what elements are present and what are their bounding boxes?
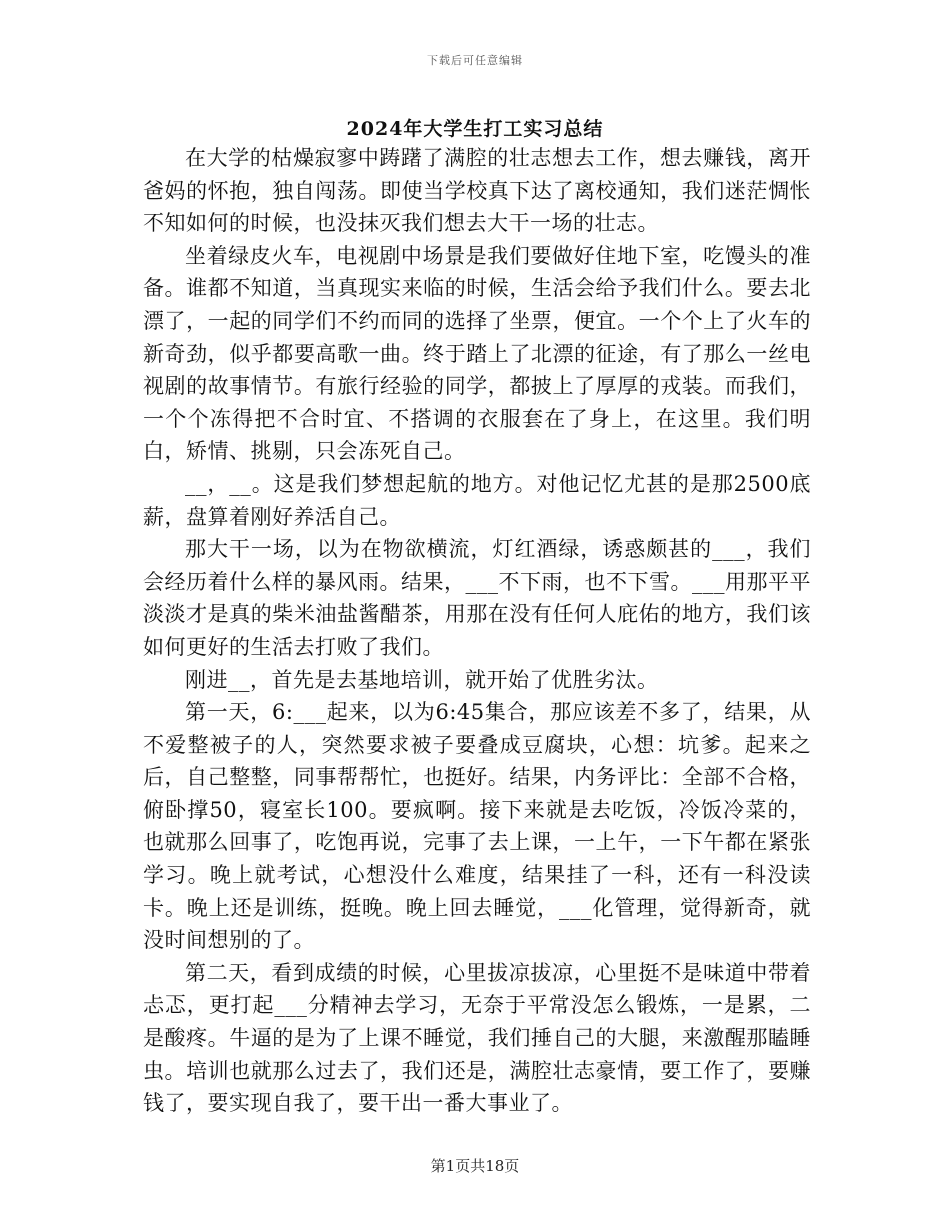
paragraph: __，__。这是我们梦想起航的地方。对他记忆尤甚的是那2500底薪，盘算着刚好养活自己。	[143, 471, 811, 529]
paragraph: 第二天，看到成绩的时候，心里拔凉拔凉，心里挺不是味道中带着忐忑，更打起___分精神去学习，无奈于平常没怎么锻炼，一是累，二是酸疼。牛逼的是为了上课不睡觉，我们捶自己的大腿，来激醒那瞌睡虫。培训也就那么过去了，我们还是，满腔壮志豪情，要工作了，要赚钱了，要实现自我了，要干出一番大事业了。	[143, 960, 811, 1116]
paragraph: 刚进__，首先是去基地培训，就开始了优胜劣汰。	[185, 667, 659, 692]
paragraph: 那大干一场，以为在物欲横流，灯红酒绿，诱惑颇甚的___，我们会经历着什么样的暴风雨。结果，___不下雨，也不下雪。___用那平平淡淡才是真的柴米油盐酱醋茶，用那在没有任何人庇佑的地方，我们该如何更好的生活去打败了我们。	[143, 537, 811, 659]
paragraph: 第一天，6:___起来，以为6:45集合，那应该差不多了，结果，从不爱整被子的人，突然要求被子要叠成豆腐块，心想：坑爹。起来之后，自己整整，同事帮帮忙，也挺好。结果，内务评比：全部不合格，俯卧撑50，寝室长100。要疯啊。接下来就是去吃饭，冷饭冷菜的，也就那么回事了，吃饱再说，完事了去上课，一上午，一下午都在紧张学习。晚上就考试，心想没什么难度，结果挂了一科，还有一科没读卡。晚上还是训练，挺晚。晚上回去睡觉，___化管理，觉得新奇，就没时间想别的了。	[143, 700, 811, 953]
paragraph: 坐着绿皮火车，电视剧中场景是我们要做好住地下室，吃馒头的准备。谁都不知道，当真现实来临的时候，生活会给予我们什么。要去北漂了，一起的同学们不约而同的选择了坐票，便宜。一个个上了火车的新奇劲，似乎都要高歌一曲。终于踏上了北漂的征途，有了那么一丝电视剧的故事情节。有旅行经验的同学，都披上了厚厚的戎装。而我们，一个个冻得把不合时宜、不搭调的衣服套在了身上，在这里。我们明白，矫情、挑剔，只会冻死自己。	[143, 243, 811, 464]
document-title: 2024年大学生打工实习总结	[346, 118, 604, 140]
page-number-footer: 第1页共18页	[430, 1157, 520, 1175]
document-body	[143, 142, 811, 1120]
paragraph: 在大学的枯燥寂寥中踌躇了满腔的壮志想去工作，想去赚钱，离开爸妈的怀抱，独自闯荡。即使当学校真下达了离校通知，我们迷茫惆怅不知如何的时候，也没抹灭我们想去大干一场的壮志。	[143, 146, 811, 236]
header-note: 下载后可任意编辑	[427, 54, 523, 67]
